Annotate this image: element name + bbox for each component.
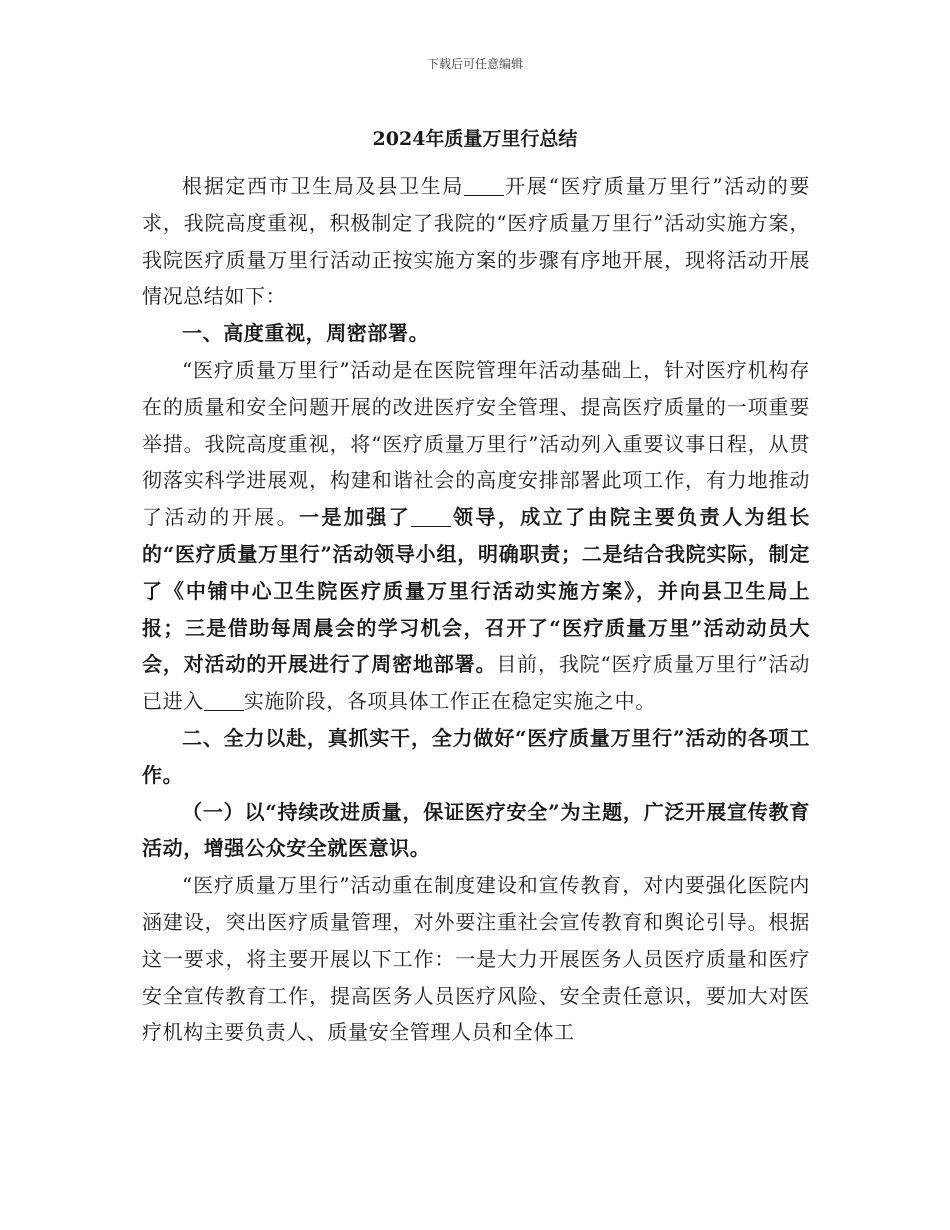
page-header: 下载后可任意编辑 [426, 57, 523, 71]
document-body [142, 168, 810, 1051]
paragraph-text: 根据定西市卫生局及县卫生局 [182, 174, 465, 198]
bold-text: 一是加强了 [299, 505, 412, 530]
paragraph-text: 目前，我院“医疗质量万里行”活动已进入 [142, 652, 810, 714]
paragraph-text: 开展“医疗质量万里行”活动的要求，我院高度重视，积极制定了我院的“医疗质量万里行”活动实施方案，我院医疗质量万里行活动正按实施方案的步骤有序地开展，现将活动开展情况总结如下： [142, 174, 810, 309]
subsection-heading-1: （一）以“持续改进质量，保证医疗安全”为主题，广泛开展宣传教育活动，增强公众安全就医意识。 [142, 799, 810, 861]
blank-line [204, 690, 244, 711]
section-heading-1: 一、高度重视，周密部署。 [182, 321, 430, 346]
section-heading-2: 二、全力以赴，真抓实干，全力做好“医疗质量万里行”活动的各项工作。 [142, 725, 810, 787]
paragraph-text: “医疗质量万里行”活动是在医院管理年活动基础上，针对医疗机构存在的质量和安全问题开展的改进医疗安全管理、提高医疗质量的一项重要举措。我院高度重视，将“医疗质量万里行”活动列入重要议事日程，从贯彻落实科学进展观，构建和谐社会的高度安排部署此项工作，有力地推动了活动的开展。 [142, 357, 810, 530]
bold-text: 领导，成立了由院主要负责人为组长的“医疗质量万里行”活动领导小组，明确职责；二是结合我院实际，制定了《中铺中心卫生院医疗质量万里行活动实施方案》，并向县卫生局上报；三是借助每周晨会的学习机会，召开了“医疗质量万里”活动动员大会，对活动的开展进行了周密地部署。 [142, 505, 810, 677]
paragraph-deployment [142, 352, 810, 720]
paragraph-text: 实施阶段，各项具体工作正在稳定实施之中。 [243, 689, 656, 714]
paragraph-publicity: “医疗质量万里行”活动重在制度建设和宣传教育，对内要强化医院内涵建设，突出医疗质量管理，对外要注重社会宣传教育和舆论引导。根据这一要求，将主要开展以下工作：一是大力开展医务人员医疗质量和医疗安全宣传教育工作，提高医务人员医疗风险、安全责任意识，要加大对医疗机构主要负责人、质量安全管理人员和全体工 [142, 873, 810, 1045]
blank-line [411, 506, 451, 527]
document-title: 2024年质量万里行总结 [372, 128, 578, 150]
paragraph-intro [142, 168, 810, 315]
blank-line [464, 175, 504, 196]
